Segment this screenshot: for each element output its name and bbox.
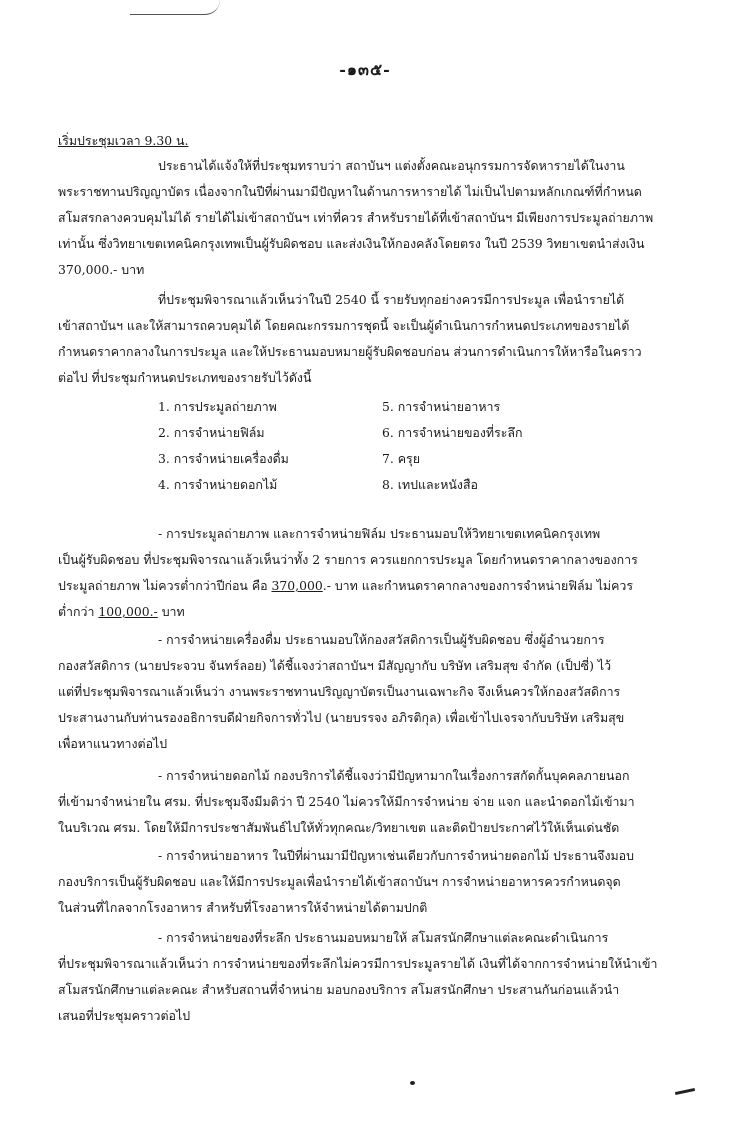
section-souvenir-line: ที่ประชุมพิจารณาแล้วเห็นว่า การจำหน่ายของที่ระลึกไม่ควรมีการประมูลรายได้ เงินที่ได้จากการจำหน่ายให้นำเข้า <box>58 956 658 971</box>
section-photo-line: - การประมูลถ่ายภาพ และการจำหน่ายฟิล์ม ประธานมอบให้วิทยาเขตเทคนิคกรุงเทพ <box>158 526 601 541</box>
income-type-item: 5. การจำหน่ายอาหาร <box>382 399 501 414</box>
income-type-item: 6. การจำหน่ายของที่ระลึก <box>382 425 523 440</box>
film-reserve-price: 100,000.- <box>98 604 158 619</box>
section-souvenir-line: สโมสรนักศึกษาแต่ละคณะ สำหรับสถานที่จำหน่าย มอบกองบริการ สโมสรนักศึกษา ประสานกันก่อนแล้วนำ <box>58 982 620 997</box>
income-type-item: 2. การจำหน่ายฟิล์ม <box>158 425 265 440</box>
section-food-line: กองบริการเป็นผู้รับผิดชอบ และให้มีการประมูลเพื่อนำรายได้เข้าสถาบันฯ การจำหน่ายอาหารควรกำหนดจุด <box>58 874 621 889</box>
scan-stroke-mark <box>675 1088 695 1095</box>
paragraph1-line: 370,000.- บาท <box>58 262 145 277</box>
paragraph2-line: กำหนดราคากลางในการประมูล และให้ประธานมอบหมายผู้รับผิดชอบก่อน ส่วนการดำเนินการให้หารือในคราว <box>58 344 642 359</box>
section-photo-line: เป็นผู้รับผิดชอบ ที่ประชุมพิจารณาแล้วเห็นว่าทั้ง 2 รายการ ควรแยกการประมูล โดยกำหนดราคากลางของการ <box>58 552 638 567</box>
scan-dot-mark <box>410 1081 415 1085</box>
section-flowers-line: ที่เข้ามาจำหน่ายใน ศรม. ที่ประชุมจึงมีมติว่า ปี 2540 ไม่ควรให้มีการจำหน่าย จ่าย แจก และนำดอกไม้เข้ามา <box>58 794 635 809</box>
paragraph2-line: เข้าสถาบันฯ และให้สามารถควบคุมได้ โดยคณะกรรมการชุดนี้ จะเป็นผู้ดำเนินการกำหนดประเภทของรายได้ <box>58 318 630 333</box>
income-type-item: 7. ครุย <box>382 451 420 466</box>
section-drinks-line: แต่ที่ประชุมพิจารณาแล้วเห็นว่า งานพระราชทานปริญญาบัตรเป็นงานเฉพาะกิจ จึงเห็นควรให้กองสวัสดิการ <box>58 684 621 699</box>
income-type-item: 1. การประมูลถ่ายภาพ <box>158 399 277 414</box>
income-type-item: 8. เทปและหนังสือ <box>382 477 478 492</box>
section-drinks-line: เพื่อหาแนวทางต่อไป <box>58 736 168 751</box>
section-drinks-line: ประสานงานกับท่านรองอธิการบดีฝ่ายกิจการทั่วไป (นายบรรจง อภิรติกุล) เพื่อเข้าไปเจรจากับบริษัท เสริมสุข <box>58 710 625 725</box>
section-food-line: ในส่วนที่ไกลจากโรงอาหาร สำหรับที่โรงอาหารให้จำหน่ายได้ตามปกติ <box>58 900 428 915</box>
income-type-item: 3. การจำหน่ายเครื่องดื่ม <box>158 451 289 466</box>
section-drinks-line: - การจำหน่ายเครื่องดื่ม ประธานมอบให้กองสวัสดิการเป็นผู้รับผิดชอบ ซึ่งผู้อำนวยการ <box>158 632 605 647</box>
paragraph1-line: สโมสรกลางควบคุมไม่ได้ รายได้ไม่เข้าสถาบันฯ เท่าที่ควร สำหรับรายได้ที่เข้าสถาบันฯ มีเพียงการประมูลถ่ายภาพ <box>58 210 654 225</box>
session-start-heading: เริ่มประชุมเวลา 9.30 น. <box>58 133 189 148</box>
section-food-line: - การจำหน่ายอาหาร ในปีที่ผ่านมามีปัญหาเช่นเดียวกับการจำหน่ายดอกไม้ ประธานจึงมอบ <box>158 848 634 863</box>
paragraph1-line: พระราชทานปริญญาบัตร เนื่องจากในปีที่ผ่านมามีปัญหาในด้านการหารายได้ ไม่เป็นไปตามหลักเกณฑ์ที่กำหนด <box>58 184 642 199</box>
section-souvenir-line: - การจำหน่ายของที่ระลึก ประธานมอบหมายให้ สโมสรนักศึกษาแต่ละคณะดำเนินการ <box>158 930 609 945</box>
photo-reserve-price: 370,000 <box>271 578 323 593</box>
paragraph2-line: ที่ประชุมพิจารณาแล้วเห็นว่าในปี 2540 นี้ รายรับทุกอย่างควรมีการประมูล เพื่อนำรายได้ <box>158 292 625 307</box>
scan-scribble-mark <box>130 0 220 15</box>
income-type-item: 4. การจำหน่ายดอกไม้ <box>158 477 278 492</box>
section-drinks-line: กองสวัสดิการ (นายประจวบ จันทร์ลอย) ได้ชี้แจงว่าสถาบันฯ มีสัญญากับ บริษัท เสริมสุข จำกัด (เป็ปซี่) ไว้ <box>58 658 612 673</box>
section-souvenir-line: เสนอที่ประชุมคราวต่อไป <box>58 1008 191 1023</box>
paragraph2-line: ต่อไป ที่ประชุมกำหนดประเภทของรายรับไว้ดังนี้ <box>58 370 312 385</box>
page-number: -๑๓๕- <box>339 60 391 79</box>
section-flowers-line: - การจำหน่ายดอกไม้ กองบริการได้ชี้แจงว่ามีปัญหามากในเรื่องการสกัดกั้นบุคคลภายนอก <box>158 768 630 783</box>
paragraph1-line: เท่านั้น ซึ่งวิทยาเขตเทคนิคกรุงเทพเป็นผู้รับผิดชอบ และส่งเงินให้กองคลังโดยตรง ในปี 2539 วิทยาเขตนำส่งเงิน <box>58 236 645 251</box>
section-photo-line: ประมูลถ่ายภาพ ไม่ควรต่ำกว่าปีก่อน คือ 370,000.- บาท และกำหนดราคากลางของการจำหน่ายฟิล์ม ไม่ควร <box>58 578 634 593</box>
paragraph1-line: ประธานได้แจ้งให้ที่ประชุมทราบว่า สถาบันฯ แต่งตั้งคณะอนุกรรมการจัดหารายได้ในงาน <box>158 158 625 173</box>
section-flowers-line: ในบริเวณ ศรม. โดยให้มีการประชาสัมพันธ์ไปให้ทั่วทุกคณะ/วิทยาเขต และติดป้ายประกาศไว้ให้เห็นเด่นชัด <box>58 820 620 835</box>
section-photo-line: ต่ำกว่า 100,000.- บาท <box>58 604 185 619</box>
